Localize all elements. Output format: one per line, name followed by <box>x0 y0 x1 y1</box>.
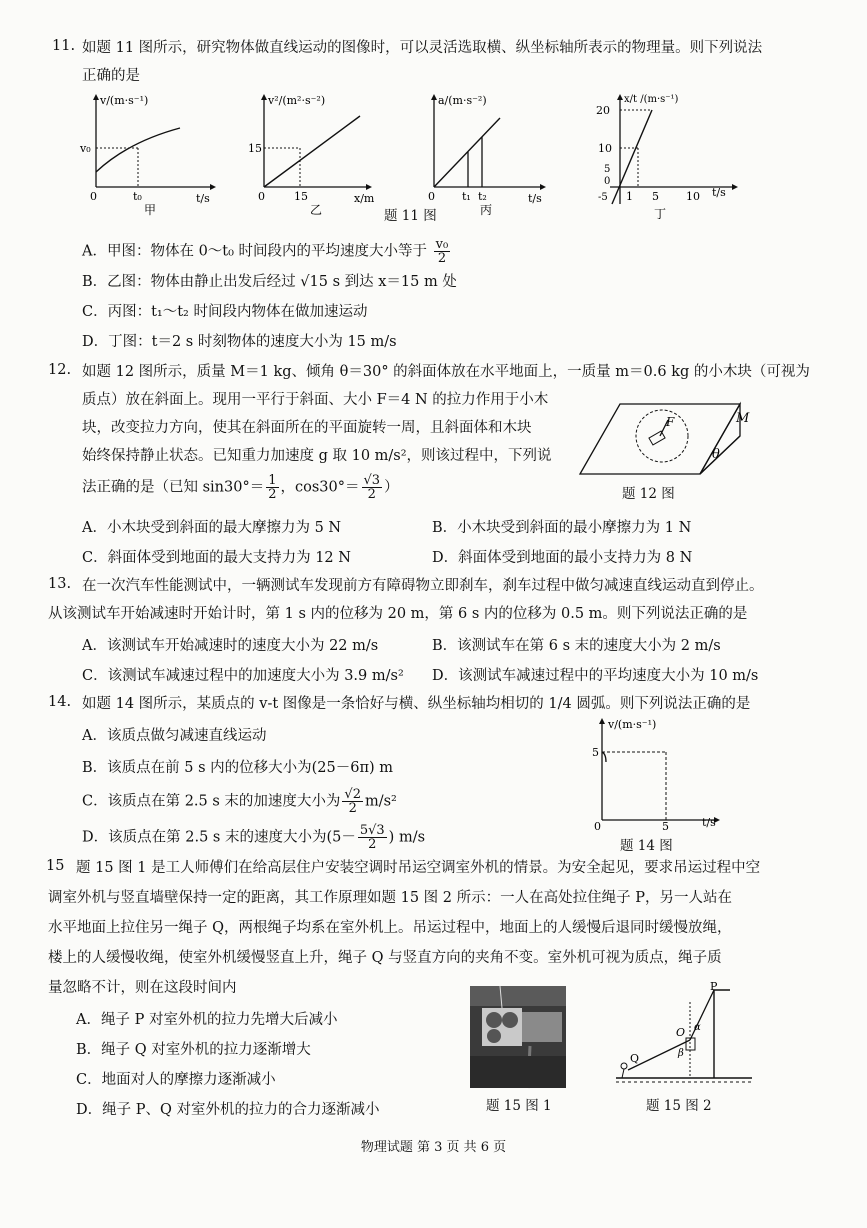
q15-line5: 量忽略不计，则在这段时间内 <box>48 980 237 996</box>
q14-origin: 0 <box>594 820 601 833</box>
q12-line1: 如题 12 图所示，质量 M＝1 kg、倾角 θ＝30° 的斜面体放在水平地面上，一质量 m＝0.6 kg 的小木块（可视为 <box>82 364 810 380</box>
q14-number: 14. <box>48 694 72 710</box>
q12-line5: 法正确的是（已知 sin30°＝ $\frac{1}{2}$ ，cos30°＝ $\frac{√3}{2}$ ） <box>82 473 399 502</box>
q13-option-a: A．该测试车开始减速时的速度大小为 22 m/s <box>82 638 379 654</box>
q11-stem-line1: 如题 11 图所示，研究物体做直线运动的图像时，可以灵活选取横、纵坐标轴所表示的物理量。则下列说法 <box>82 40 763 56</box>
q12-option-c: C．斜面体受到地面的最大支持力为 12 N <box>82 550 351 566</box>
q15-line3: 水平地面上拉住另一绳子 Q，两根绳子均系在室外机上。吊运过程中，地面上的人缓慢后退同时缓慢放绳， <box>48 920 732 936</box>
yi-ylabel: v²/(m²·s⁻²) <box>268 94 326 107</box>
q11-option-a-fraction: $\frac{\text{v₀}}{2}$ <box>435 237 449 266</box>
q12-option-a: A．小木块受到斜面的最大摩擦力为 5 N <box>82 520 342 536</box>
ding-xlabel: t/s <box>712 186 726 199</box>
bing-t2: t₂ <box>478 190 487 203</box>
bing-t1: t₁ <box>462 190 471 203</box>
jia-ylabel: v/(m·s⁻¹) <box>100 94 149 107</box>
q15-option-d: D．绳子 P、Q 对室外机的拉力的合力逐渐减小 <box>76 1102 380 1118</box>
jia-xlabel: t/s <box>196 192 210 205</box>
q12-figure <box>570 396 750 480</box>
ding-name: 丁 <box>654 207 667 221</box>
q11-graph-jia <box>80 92 218 217</box>
q12-fig-theta: θ <box>712 447 720 462</box>
q12-line4: 始终保持静止状态。已知重力加速度 g 取 10 m/s²，则该过程中，下列说 <box>82 448 552 464</box>
q15-option-b: B．绳子 Q 对室外机的拉力逐渐增大 <box>76 1042 311 1058</box>
ding-ylabel: x/t /(m·s⁻¹) <box>624 94 679 105</box>
q12-option-b: B．小木块受到斜面的最小摩擦力为 1 N <box>432 520 692 536</box>
yi-origin: 0 <box>258 190 265 203</box>
q11-option-a <box>82 238 452 265</box>
q15-fig2-diagram <box>606 982 756 1090</box>
q11-option-b: B．乙图：物体由静止出发后经过 √15 s 到达 x＝15 m 处 <box>82 274 457 290</box>
ding-x5: 5 <box>652 190 659 203</box>
ding-y0: 0 <box>604 176 611 187</box>
q14-ylabel: v/(m·s⁻¹) <box>608 718 657 731</box>
yi-name: 乙 <box>310 203 323 217</box>
q15-option-a: A．绳子 P 对室外机的拉力先增大后减小 <box>76 1012 338 1028</box>
q11-number: 11. <box>52 38 76 54</box>
jia-name: 甲 <box>144 203 157 217</box>
ding-y10: 10 <box>598 142 612 155</box>
yi-15y: 15 <box>248 142 262 155</box>
yi-15x: 15 <box>294 190 308 203</box>
ding-y20: 20 <box>596 104 610 117</box>
q14-option-c: C．该质点在第 2.5 s 末的加速度大小为 $\frac{√2}{2}$ m/s² <box>82 787 397 816</box>
jia-v0: v₀ <box>80 142 91 155</box>
q11-option-a-text: A．甲图：物体在 0～t₀ 时间段内的平均速度大小等于 <box>82 243 428 260</box>
q15-fig1-caption: 题 15 图 1 <box>486 1098 552 1114</box>
jia-origin: 0 <box>90 190 97 203</box>
page-footer: 物理试题 第 3 页 共 6 页 <box>360 1140 507 1155</box>
q15-line2: 调室外机与竖直墙壁保持一定的距离，其工作原理如题 15 图 2 所示：一人在高处拉住绳子 P，另一人站在 <box>48 890 732 906</box>
q15-line1: 题 15 图 1 是工人师傅们在给高层住户安装空调时吊运空调室外机的情景。为安全起见，要求吊运过程中空 <box>76 860 761 876</box>
q13-option-b: B．该测试车在第 6 s 末的速度大小为 2 m/s <box>432 638 721 654</box>
q14-option-d: D．该质点在第 2.5 s 末的速度大小为(5－ $\frac{5√3}{2}$ ) m/s <box>82 823 426 852</box>
q15-option-c: C．地面对人的摩擦力逐渐减小 <box>76 1072 276 1088</box>
q13-option-c: C．该测试车减速过程中的加速度大小为 3.9 m/s² <box>82 668 404 684</box>
fig2-beta: β <box>678 1048 684 1059</box>
q12-line2: 质点）放在斜面上。现用一平行于斜面、大小 F＝4 N 的拉力作用于小木 <box>82 392 549 408</box>
ding-x10: 10 <box>686 190 700 203</box>
q13-line1: 在一次汽车性能测试中，一辆测试车发现前方有障碍物立即刹车，刹车过程中做匀减速直线运动直到停止。 <box>82 578 764 594</box>
q13-number: 13. <box>48 576 72 592</box>
q12-line3: 块，改变拉力方向，使其在斜面所在的平面旋转一周，且斜面体和木块 <box>82 420 532 436</box>
q14-fig-caption: 题 14 图 <box>620 838 673 854</box>
fig2-alpha: α <box>694 1022 701 1033</box>
q14-x5: 5 <box>662 820 669 833</box>
q11-option-d: D．丁图：t＝2 s 时刻物体的速度大小为 15 m/s <box>82 334 397 350</box>
ding-x1: 1 <box>626 190 633 203</box>
q14-y5: 5 <box>592 746 599 759</box>
q11-graph-ding <box>590 92 740 242</box>
q12-option-d: D．斜面体受到地面的最小支持力为 8 N <box>432 550 693 566</box>
q12-fig-M: M <box>736 411 750 426</box>
q12-number: 12. <box>48 362 72 378</box>
bing-ylabel: a/(m·s⁻²) <box>438 94 487 107</box>
q14-xlabel: t/s <box>702 816 716 829</box>
yi-xlabel: x/m <box>354 192 375 205</box>
bing-origin: 0 <box>428 190 435 203</box>
jia-t0: t₀ <box>133 190 142 203</box>
q11-fig-caption: 题 11 图 <box>384 208 437 224</box>
q15-number: 15 <box>46 858 65 874</box>
q13-line2: 从该测试车开始减速时开始计时，第 1 s 内的位移为 20 m，第 6 s 内的位移为 0.5 m。则下列说法正确的是 <box>48 606 748 622</box>
q11-stem-line2: 正确的是 <box>82 68 140 84</box>
bing-name: 丙 <box>480 203 493 217</box>
q14-option-a: A．该质点做匀减速直线运动 <box>82 728 267 744</box>
q11-graph-bing <box>424 92 554 217</box>
q15-fig1-photo <box>470 986 566 1088</box>
fig2-P: P <box>710 980 718 993</box>
q14-option-b: B．该质点在前 5 s 内的位移大小为(25－6π) m <box>82 760 394 776</box>
q12-fig-F: F <box>666 415 675 429</box>
q15-line4: 楼上的人缓慢收绳，使室外机缓慢竖直上升，绳子 Q 与竖直方向的夹角不变。室外机可视为质点，绳子质 <box>48 950 722 966</box>
q12-fig-caption: 题 12 图 <box>622 486 675 502</box>
ding-y5: 5 <box>604 164 611 175</box>
fig2-O: O <box>676 1026 686 1039</box>
bing-xlabel: t/s <box>528 192 542 205</box>
q14-figure <box>584 714 734 832</box>
fig2-Q: Q <box>630 1052 640 1065</box>
q11-graph-yi <box>250 92 380 217</box>
q14-line1: 如题 14 图所示，某质点的 v-t 图像是一条恰好与横、纵坐标轴均相切的 1/4 圆弧。则下列说法正确的是 <box>82 696 751 712</box>
q15-fig2-caption: 题 15 图 2 <box>646 1098 712 1114</box>
q11-option-c: C．丙图：t₁～t₂ 时间段内物体在做加速运动 <box>82 304 368 320</box>
ding-ym5: -5 <box>598 192 608 203</box>
q13-option-d: D．该测试车减速过程中的平均速度大小为 10 m/s <box>432 668 759 684</box>
